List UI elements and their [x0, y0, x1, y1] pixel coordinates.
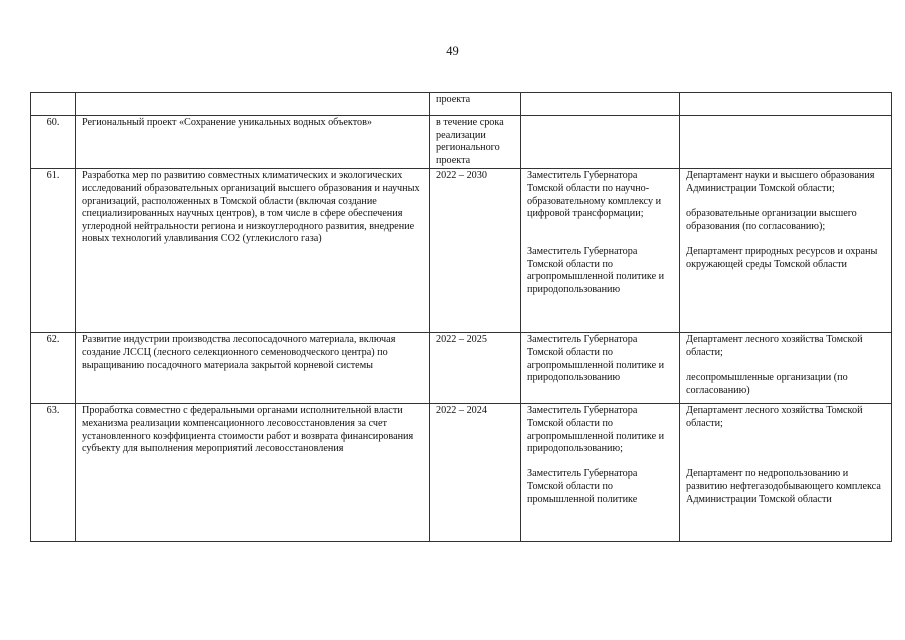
event-cell: [76, 93, 430, 116]
responsible-entry: Заместитель Губернатора Томской области по научно-образовательному комплексу и цифровой трансформации;: [527, 170, 662, 220]
row-number: 63.: [31, 404, 76, 542]
executors-cell: [680, 404, 892, 542]
executors-cell: [680, 333, 892, 404]
executors-cell: [680, 116, 892, 169]
executor-entry: Департамент природных ресурсов и охраны окружающей среды Томской области: [686, 245, 878, 270]
table-row: [31, 333, 892, 404]
executor-entry: лесопромышленные организации (по согласованию): [686, 372, 848, 396]
event-cell: Региональный проект «Сохранение уникальных водных объектов»: [76, 116, 430, 169]
responsible-cell: [521, 116, 680, 169]
period-cell: в течение срока реализации регионального проекта: [430, 116, 521, 169]
table-row: [31, 169, 892, 333]
responsible-cell: [521, 333, 680, 404]
responsible-entry: Заместитель Губернатора Томской области по агропромышленной политике и природопользованию: [527, 334, 665, 384]
executor-entry: Департамент лесного хозяйства Томской области;: [686, 405, 863, 429]
row-number: 61.: [31, 169, 76, 333]
row-number: 62.: [31, 333, 76, 404]
event-cell: Разработка мер по развитию совместных климатических и экологических исследований образовательных организаций высшего образования и научных организаций, расположенных в Томской области (включая создание специализированных научных центров), в том числе в сфере обеспечения углеродной нейтральности региона и низкоуглеродного развития, внедрение новых технологий улавливания CO2 (углекислого газа): [76, 169, 430, 333]
responsible-cell: [521, 93, 680, 116]
table-row: [31, 404, 892, 542]
executors-cell: [680, 93, 892, 116]
executor-entry: Департамент лесного хозяйства Томской области;: [686, 334, 863, 358]
row-number: [31, 93, 76, 116]
responsible-entry: Заместитель Губернатора Томской области по агропромышленной политике и природопользованию: [527, 245, 665, 295]
table-row: [31, 93, 892, 116]
executor-entry: Департамент по недропользованию и развитию нефтегазодобывающего комплекса Администрации Томской области: [686, 468, 881, 505]
executor-entry: Департамент науки и высшего образования Администрации Томской области;: [686, 170, 875, 194]
executors-cell: [680, 169, 892, 333]
row-number: 60.: [31, 116, 76, 169]
period-cell: 2022 – 2025: [430, 333, 521, 404]
period-cell: проекта: [430, 93, 521, 116]
page-number: 49: [446, 44, 459, 58]
period-cell: 2022 – 2030: [430, 169, 521, 333]
event-cell: Проработка совместно с федеральными органами исполнительной власти механизма реализации компенсационного лесовосстановления за счет установленного коэффициента стоимости работ и возврата финансирования субъекту для выполнения мероприятий лесовосстановления: [76, 404, 430, 542]
period-cell: 2022 – 2024: [430, 404, 521, 542]
executor-entry: образовательные организации высшего образования (по согласованию);: [686, 208, 857, 232]
table-row: [31, 116, 892, 169]
responsible-entry: Заместитель Губернатора Томской области по агропромышленной политике и природопользованию;: [527, 405, 665, 455]
responsible-cell: [521, 404, 680, 542]
event-cell: Развитие индустрии производства лесопосадочного материала, включая создание ЛССЦ (лесного селекционного семеноводческого центра) по выращиванию посадочного материала закрытой корневой системы: [76, 333, 430, 404]
measures-table: [30, 92, 892, 542]
responsible-entry: Заместитель Губернатора Томской области по промышленной политике: [527, 468, 638, 505]
responsible-cell: [521, 169, 680, 333]
